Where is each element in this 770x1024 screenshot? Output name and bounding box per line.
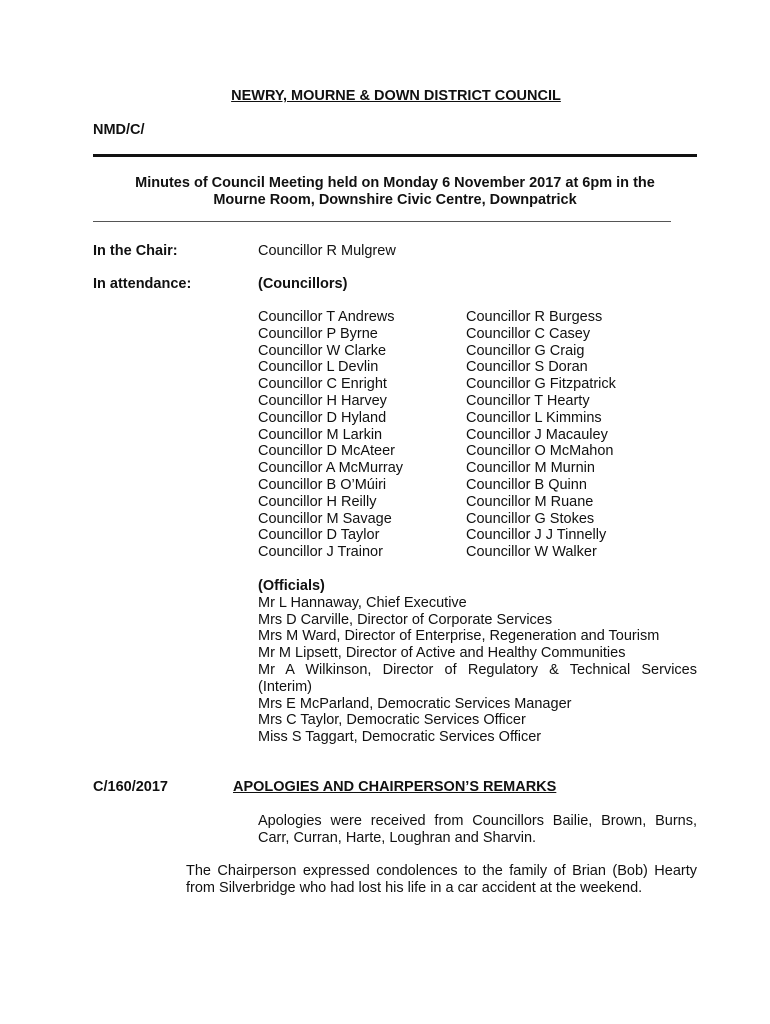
councillor-name: Councillor B Quinn [466,476,587,493]
meeting-title-line-2: Mourne Room, Downshire Civic Centre, Downpatrick [213,191,577,208]
councillor-name: Councillor M Murnin [466,460,595,477]
meeting-title [93,175,697,209]
councillor-name: Councillor H Reilly [258,493,377,510]
councillor-name: Councillor D Taylor [258,527,380,544]
councillor-name: Councillor M Larkin [258,426,383,443]
councillor-name: Councillor G Stokes [466,510,595,527]
councillor-name: Councillor W Walker [466,544,597,561]
councillors-right-column [466,309,616,561]
councillor-name: Councillor C Casey [466,325,591,342]
chairperson-remarks-paragraph: The Chairperson expressed condolences to the family of Brian (Bob) Hearty from Silverbridge who had lost his life in a car accident at the weekend. [186,863,697,896]
official-entry: Miss S Taggart, Democratic Services Officer [258,729,542,746]
chair-label: In the Chair: [93,243,178,259]
meeting-title-line-1: Minutes of Council Meeting held on Monday 6 November 2017 at 6pm in the [135,175,655,191]
item-heading: APOLOGIES AND CHAIRPERSON’S REMARKS [233,779,557,795]
councillor-name: Councillor S Doran [466,359,588,376]
official-entry: Mr A Wilkinson, Director of Regulatory & Technical Services (Interim) [258,661,697,695]
official-entry: Mrs C Taylor, Democratic Services Officer [258,712,526,729]
officials-heading: (Officials) [258,578,325,594]
councillor-name: Councillor R Burgess [466,309,603,325]
councillor-name: Councillor A McMurray [258,460,404,477]
council-name-heading: NEWRY, MOURNE & DOWN DISTRICT COUNCIL [231,88,561,104]
councillors-heading: (Councillors) [258,276,348,292]
councillor-name: Councillor G Fitzpatrick [466,376,616,393]
councillor-name: Councillor P Byrne [258,325,378,342]
councillor-name: Councillor J Trainor [258,544,383,561]
item-number: C/160/2017 [93,779,168,795]
councillor-name: Councillor M Ruane [466,493,594,510]
official-entry: Mrs M Ward, Director of Enterprise, Regeneration and Tourism [258,628,660,645]
councillor-name: Councillor W Clarke [258,342,387,359]
apologies-paragraph: Apologies were received from Councillors Bailie, Brown, Burns, Carr, Curran, Harte, Loughran and Sharvin. [258,813,697,846]
councillor-name: Councillor G Craig [466,342,585,359]
councillor-name: Councillor J J Tinnelly [466,527,607,544]
councillor-name: Councillor C Enright [258,376,387,393]
councillor-name: Councillor D Hyland [258,409,387,426]
official-entry: Mr L Hannaway, Chief Executive [258,594,467,611]
official-entry: Mr M Lipsett, Director of Active and Healthy Communities [258,645,626,662]
councillors-left-column [258,309,403,561]
councillor-name: Councillor L Kimmins [466,409,602,426]
councillor-name: Councillor D McAteer [258,443,395,460]
header-divider [93,154,697,157]
councillor-name: Councillor J Macauley [466,426,608,443]
councillor-name: Councillor T Andrews [258,309,395,325]
document-reference: NMD/C/ [93,122,145,138]
councillor-name: Councillor B O’Múiri [258,476,387,493]
official-entry: Mrs E McParland, Democratic Services Manager [258,695,572,712]
officials-list [258,578,697,746]
chair-value: Councillor R Mulgrew [258,243,396,259]
councillor-name: Councillor T Hearty [466,392,590,409]
councillor-name: Councillor O McMahon [466,443,614,460]
councillor-name: Councillor M Savage [258,510,392,527]
attendance-label: In attendance: [93,276,192,292]
councillor-name: Councillor L Devlin [258,359,379,376]
official-entry: Mrs D Carville, Director of Corporate Services [258,611,553,628]
title-divider [93,221,671,222]
councillor-name: Councillor H Harvey [258,392,387,409]
